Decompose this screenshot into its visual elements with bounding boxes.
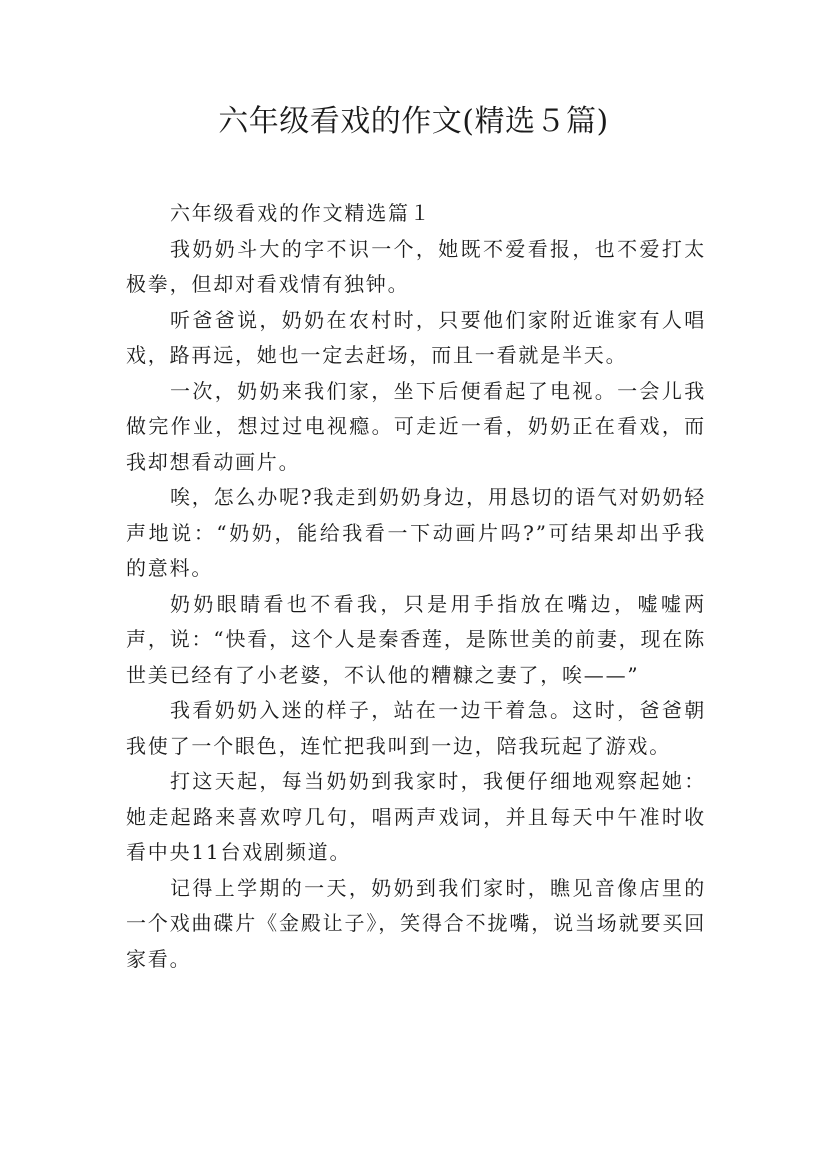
document-title: 六年级看戏的作文(精选５篇) [218, 104, 609, 139]
paragraph: 一次，奶奶来我们家，坐下后便看起了电视。一会儿我做完作业，想过过电视瘾。可走近一看，奶奶正在看戏，而我却想看动画片。 [126, 378, 706, 474]
paragraph: 听爸爸说，奶奶在农村时，只要他们家附近谁家有人唱戏，路再远，她也一定去赶场，而且一看就是半天。 [126, 307, 706, 367]
paragraph: 奶奶眼睛看也不看我，只是用手指放在嘴边，嘘嘘两声，说：“快看，这个人是秦香莲，是陈世美的前妻，现在陈世美已经有了小老婆，不认他的糟糠之妻了，唉——” [126, 591, 706, 687]
paragraph: 打这天起，每当奶奶到我家时，我便仔细地观察起她：她走起路来喜欢哼几句，唱两声戏词，并且每天中午准时收看中央11台戏剧频道。 [126, 769, 706, 864]
paragraph: 记得上学期的一天，奶奶到我们家时，瞧见音像店里的一个戏曲碟片《金殿让子》，笑得合不拢嘴，说当场就要买回家看。 [126, 875, 706, 971]
document-body [126, 196, 706, 977]
paragraph: 唉，怎么办呢?我走到奶奶身边，用恳切的语气对奶奶轻声地说：“奶奶，能给我看一下动画片吗?”可结果却出乎我的意料。 [126, 485, 706, 580]
paragraph: 我奶奶斗大的字不识一个，她既不爱看报，也不爱打太极拳，但却对看戏情有独钟。 [126, 236, 706, 296]
section-heading: 六年级看戏的作文精选篇１ [170, 201, 432, 225]
paragraph: 我看奶奶入迷的样子，站在一边干着急。这时，爸爸朝我使了一个眼色，连忙把我叫到一边，陪我玩起了游戏。 [126, 698, 706, 758]
